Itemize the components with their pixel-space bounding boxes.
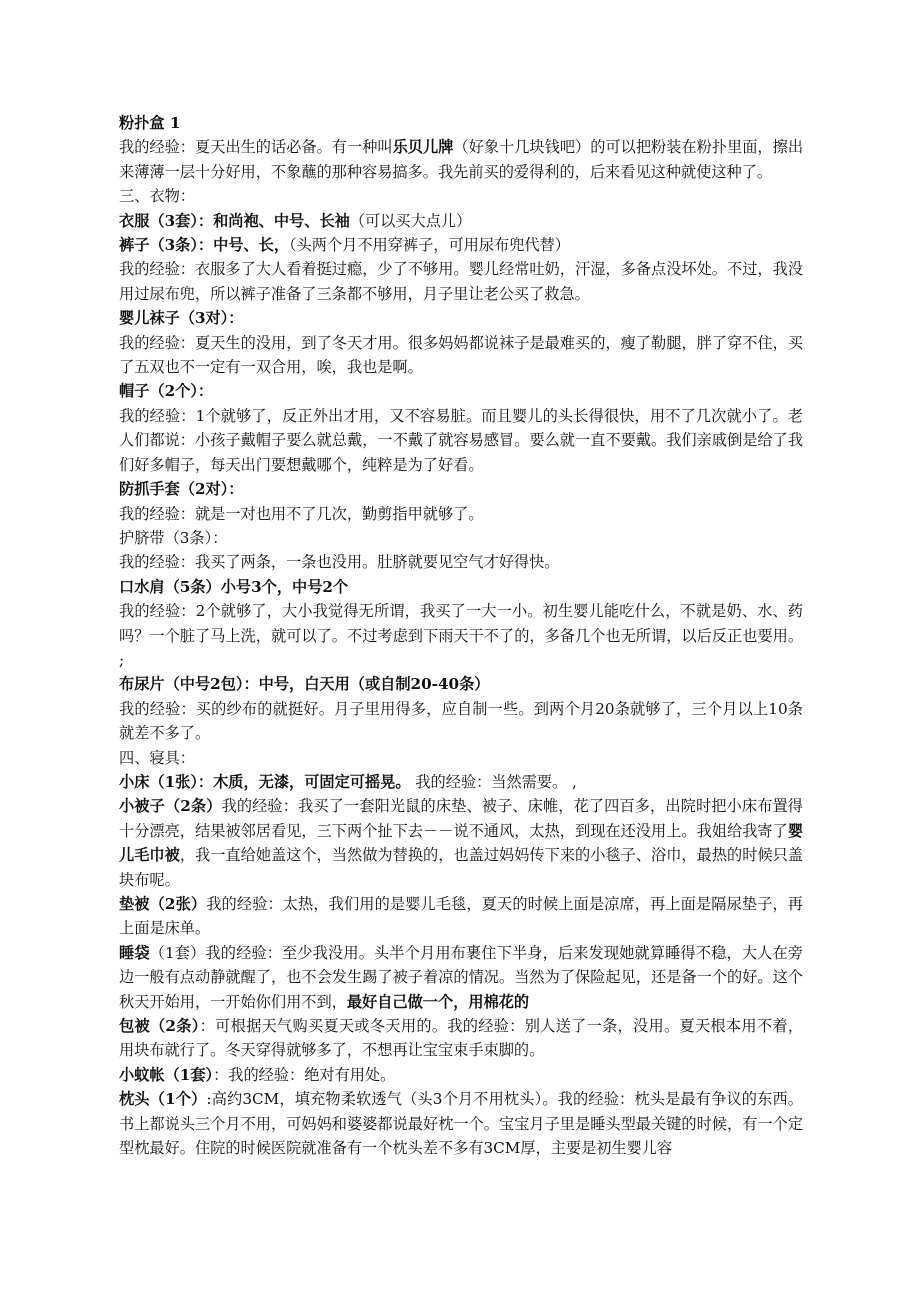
paragraph: 我的经验：我买了两条，一条也没用。肚脐就要见空气才好得快。 (119, 553, 560, 572)
item-title: 小床（1张）：木质，无漆，可固定可摇晃。 (119, 772, 411, 791)
item-clothes (119, 209, 803, 233)
item-mittens: 防抓手套（2对）： (119, 480, 244, 499)
text: 我的经验：夏天出生的话必备。有一种叫 (119, 138, 393, 157)
text: （头两个月不用穿裤子，可用尿布兜代替） (289, 236, 570, 255)
item-sleeping-bag (119, 941, 803, 1014)
text: 我的经验：太热，我们用的是婴儿毛毯，夏天的时候上面是凉席，再上面是隔尿垫子，再上面是床单。 (119, 895, 803, 938)
item-swaddle (119, 1014, 803, 1063)
item-bib: 口水肩（5条）小号3个，中号2个 (119, 577, 349, 596)
text: 我的经验：我买了一套阳光鼠的床垫、被子、床帷，花了四百多，出院时把小床布置得十分漂亮，结果被邻居看见，三下两个扯下去－－说不通风，太热，到现在还没用上。我姐给我寄了 (119, 797, 803, 840)
item-pillow (119, 1087, 803, 1160)
paragraph: 我的经验：买的纱布的就挺好。月子里用得多，应自制一些。到两个月20条就够了，三个月以上10条就差不多了。 (119, 699, 803, 743)
text: :高约3CM，填充物柔软透气（头3个月不用枕头）。我的经验：枕头是最有争议的东西。书上都说头三个月不用，可妈妈和婆婆都说最好枕一个。宝宝月子里是睡头型最关键的时候，有一个定型枕最好。住院的时候医院就准备有一个枕头差不多有3CM厚，主要是初生婴儿容 (119, 1090, 803, 1158)
heading-powder-puff: 粉扑盒 1 (119, 114, 181, 132)
item-title: 垫被（2张） (119, 895, 207, 913)
item-title: 枕头（1个） (119, 1090, 207, 1109)
item-quilt (119, 794, 803, 892)
section-heading-clothing: 三、衣物： (119, 187, 195, 206)
paragraph (119, 135, 803, 184)
paragraph: 我的经验：就是一对也用不了几次，勤剪指甲就够了。 (119, 504, 484, 523)
paragraph: 我的经验：1个就够了，反正外出才用，又不容易脏。而且婴儿的头长得很快，用不了几次就小了。老人们都说：小孩子戴帽子要么就总戴，一不戴了就容易感冒。要么就一直不要戴。我们亲戚倒是给了我们好多帽子，每天出门要想戴哪个，纯粹是为了好看。 (119, 406, 803, 474)
text: 我的经验：当然需要。 , (410, 772, 577, 791)
item-title: 小被子（2条） (119, 797, 222, 816)
item-socks: 婴儿袜子（3对）： (119, 309, 244, 328)
text: （好象十几块钱吧）的可以把粉装在粉扑里面，擦出来薄薄一层十分好用，不象蘸的那种容易搞多。我先前买的爱得利的，后来看见这种就使这种了。 (119, 138, 804, 181)
item-title: 小蚊帐（1套） (119, 1065, 214, 1084)
emphasis: 最好自己做一个，用棉花的 (346, 992, 530, 1011)
paragraph: 我的经验：衣服多了大人看着挺过瘾，少了不够用。婴儿经常吐奶，汗湿，多备点没坏处。不过，我没用过尿布兜，所以裤子准备了三条都不够用，月子里让老公买了救急。 (119, 260, 803, 303)
item-title: 衣服（3套）：和尚袍、中号、长袖 (119, 211, 350, 230)
brand-name: 乐贝儿牌 (392, 138, 454, 157)
item-mattress-pad (119, 892, 803, 941)
emphasis: 婴儿毛巾被 (119, 821, 803, 865)
item-hat: 帽子（2个）： (119, 382, 214, 401)
paragraph: 我的经验：夏天生的没用，到了冬天才用。很多妈妈都说袜子是最难买的，瘦了勒腿，胖了穿不住，买了五双也不一定有一双合用，唉，我也是啊。 (119, 333, 803, 377)
text: ：我的经验：绝对有用处。 (213, 1065, 396, 1084)
item-pants (119, 233, 803, 257)
text: ：可根据天气购买夏天或冬天用的。我的经验：别人送了一条，没用。夏天根本用不着，用块布就行了。冬天穿得就够多了，不想再让宝宝束手束脚的。 (119, 1017, 804, 1060)
text: （1套）我的经验：至少我没用。头半个月用布裹住下半身，后来发现她就算睡得不稳，大人在旁边一般有点动静就醒了，也不会发生踢了被子着凉的情况。当然为了保险起见，还是备一个的好。这个秋天开始用，一开始你们用不到， (119, 943, 803, 1011)
document-page (119, 111, 803, 1160)
item-navel-band: 护脐带（3条）： (119, 528, 228, 547)
item-mosquito-net (119, 1063, 803, 1087)
item-title: 包被（2条） (119, 1017, 200, 1036)
text: ，我一直给她盖这个，当然做为替换的，也盖过妈妈传下来的小毯子、浴巾，最热的时候只盖块布呢。 (119, 846, 804, 889)
item-title: 裤子（3条）：中号、长， (119, 236, 290, 255)
item-title: 睡袋 (119, 943, 150, 962)
paragraph: 我的经验：2个就够了，大小我觉得无所谓，我买了一大一小。初生婴儿能吃什么，不就是奶、水、药吗？一个脏了马上洗，就可以了。不过考虑到下雨天干不了的，多备几个也无所谓，以后反正也要用。 ; (119, 602, 803, 669)
item-crib (119, 770, 803, 794)
text: （可以买大点儿） (349, 211, 472, 230)
section-heading-bedding: 四、寝具： (119, 748, 195, 767)
item-cloth-diaper: 布尿片（中号2包）：中号，白天用（或自制20-40条） (119, 675, 490, 694)
